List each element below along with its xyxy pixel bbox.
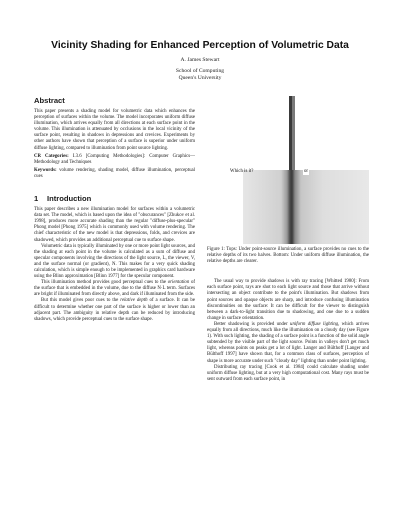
figure-question-label: Which is it? [230, 169, 254, 174]
intro-section-number: 1 [34, 194, 39, 204]
emphasis-relative-depth: relative depth [120, 298, 148, 304]
intro-body [34, 207, 195, 323]
intro-paragraph-3: This illumination method provides good perceptual cues to the orientation of the surface that is embedded in the volume, due to the diffuse N·L term. Surfaces are bright if illuminated from directly above, and dark if illuminated from the side. [34, 280, 195, 298]
intro-paragraph-4: But this model gives poor cues to the relative depth of a surface. It can be difficult to determine whether one part of the surface is higher or lower than an adjacent part. The ambiguity in relative depth can be reduced by introducing shadows, which provide perceptual cues to the surface shape. [34, 298, 195, 322]
cr-categories [34, 154, 195, 166]
cr-text: I.3.6 [Computing Methodologies]: Computer Graphics—Methodology and Techniques [34, 153, 195, 165]
figure-caption-text: Figure 1: Tops: Under point-source illumination, a surface provides no cues to the relative depths of its two halves. Bottom: Under uniform diffuse illumination, the relative depths are clearer. [207, 247, 369, 265]
affiliation-line-1: School of Computing [175, 68, 225, 75]
right-column [207, 96, 369, 383]
keywords-label: Keywords: [34, 167, 57, 173]
keywords [34, 168, 195, 180]
paper-title: Vicinity Shading for Enhanced Perception of Volumetric Data [51, 40, 349, 51]
abstract-heading: Abstract [34, 96, 65, 105]
keywords-text: volume rendering, shading model, diffuse illumination, perceptual cues [34, 167, 195, 179]
left-column [34, 96, 195, 323]
author-name: A. James Stewart [180, 57, 220, 63]
figure-or-label: or [304, 169, 309, 174]
figure-point-source-panel [243, 96, 369, 170]
figure-diffuse-panel [243, 170, 369, 244]
intro-paragraph-2: Volumetric data is typically illuminated by one or more point light sources, and the shading at each point in the volume is calculated as a sum of diffuse and specular components involving the directions of the light source, L, the viewer, V, and the surface normal (or gradient), N. This makes for a very quick shading calculation, which is simple enough to be implemented in graphics card hardware using the Blinn approximation [Blinn 1977] for the specular component. [34, 243, 195, 280]
emphasis-uniform-diffuse: uniform diffuse lighting [290, 321, 339, 327]
intro-section-title: Introduction [47, 194, 92, 204]
cr-label: CR Categories: [34, 153, 69, 159]
abstract-text: This paper presents a shading model for volumetric data which enhances the perception of surfaces within the volume. The model incorporates uniform diffuse illumination, which arrives equally from all directions at each surface point in the volume. This illumination is attenuated by occlusions in the local vicinity of the surface point, resulting in shadows in depressions and crevices. Experiments by other authors have shown that perception of a surface is superior under uniform diffuse lighting, compared to illumination from point source lighting. [34, 109, 195, 151]
right-paragraph-1: The usual way to provide shadows is with ray tracing [Whitted 1980]: From each surface point, rays are shot to each light source and those that arrive without intersecting an object contribute to the point's illumination. But shadows from point sources and opaque objects are sharp, and introduce confusing illumination discontinuities on the surface: It can be difficult for the viewer to distinguish between a dark-to-light transition due to shadowing, and one due to a sudden change in surface orientation. [207, 279, 369, 321]
intro-heading [34, 194, 195, 204]
affiliation-line-2: Queen's University [178, 75, 222, 82]
right-paragraph-3: Distributing ray tracing [Cook et al. 1984] could calculate shading under uniform diffuse lighting, but at a very high computational cost. Many rays must be sent outward from each surface point, in [207, 364, 369, 382]
right-paragraph-2: Better shadowing is provided under uniform diffuse lighting, which arrives equally from all directions, much like the illumination on a cloudy day (see Figure 1). With such lighting, the shading of a surface point is a function of the solid angle subtended by the visible part of the light source. Points in valleys don't get much light, whereas points on peaks get a lot of light. Langer and Bülthoff [Langer and Bülthoff 1997] have shown that, for a common class of surfaces, perception of shape is more accurate under such "cloudy day" lighting than under point lighting. [207, 321, 370, 364]
figure-1 [207, 96, 369, 244]
author-block [0, 57, 400, 83]
intro-paragraph-1: This paper describes a new illumination model for surfaces within a volumetric data set. The model, which is based upon the idea of "obscurances" [Zhukov et al. 1998], produces more accurate shading than the regular "diffuse-plus-specular" Phong model [Phong 1975] which is commonly used with volume rendering. The chief characteristic of the new model is that depressions, folds, and crevices are shadowed, which provides an additional perceptual cue to surface shape. [34, 207, 195, 243]
abstract-body [34, 109, 195, 180]
right-body [207, 279, 369, 383]
figure-caption [207, 247, 369, 265]
emphasis-orientation: orientation [167, 280, 190, 286]
